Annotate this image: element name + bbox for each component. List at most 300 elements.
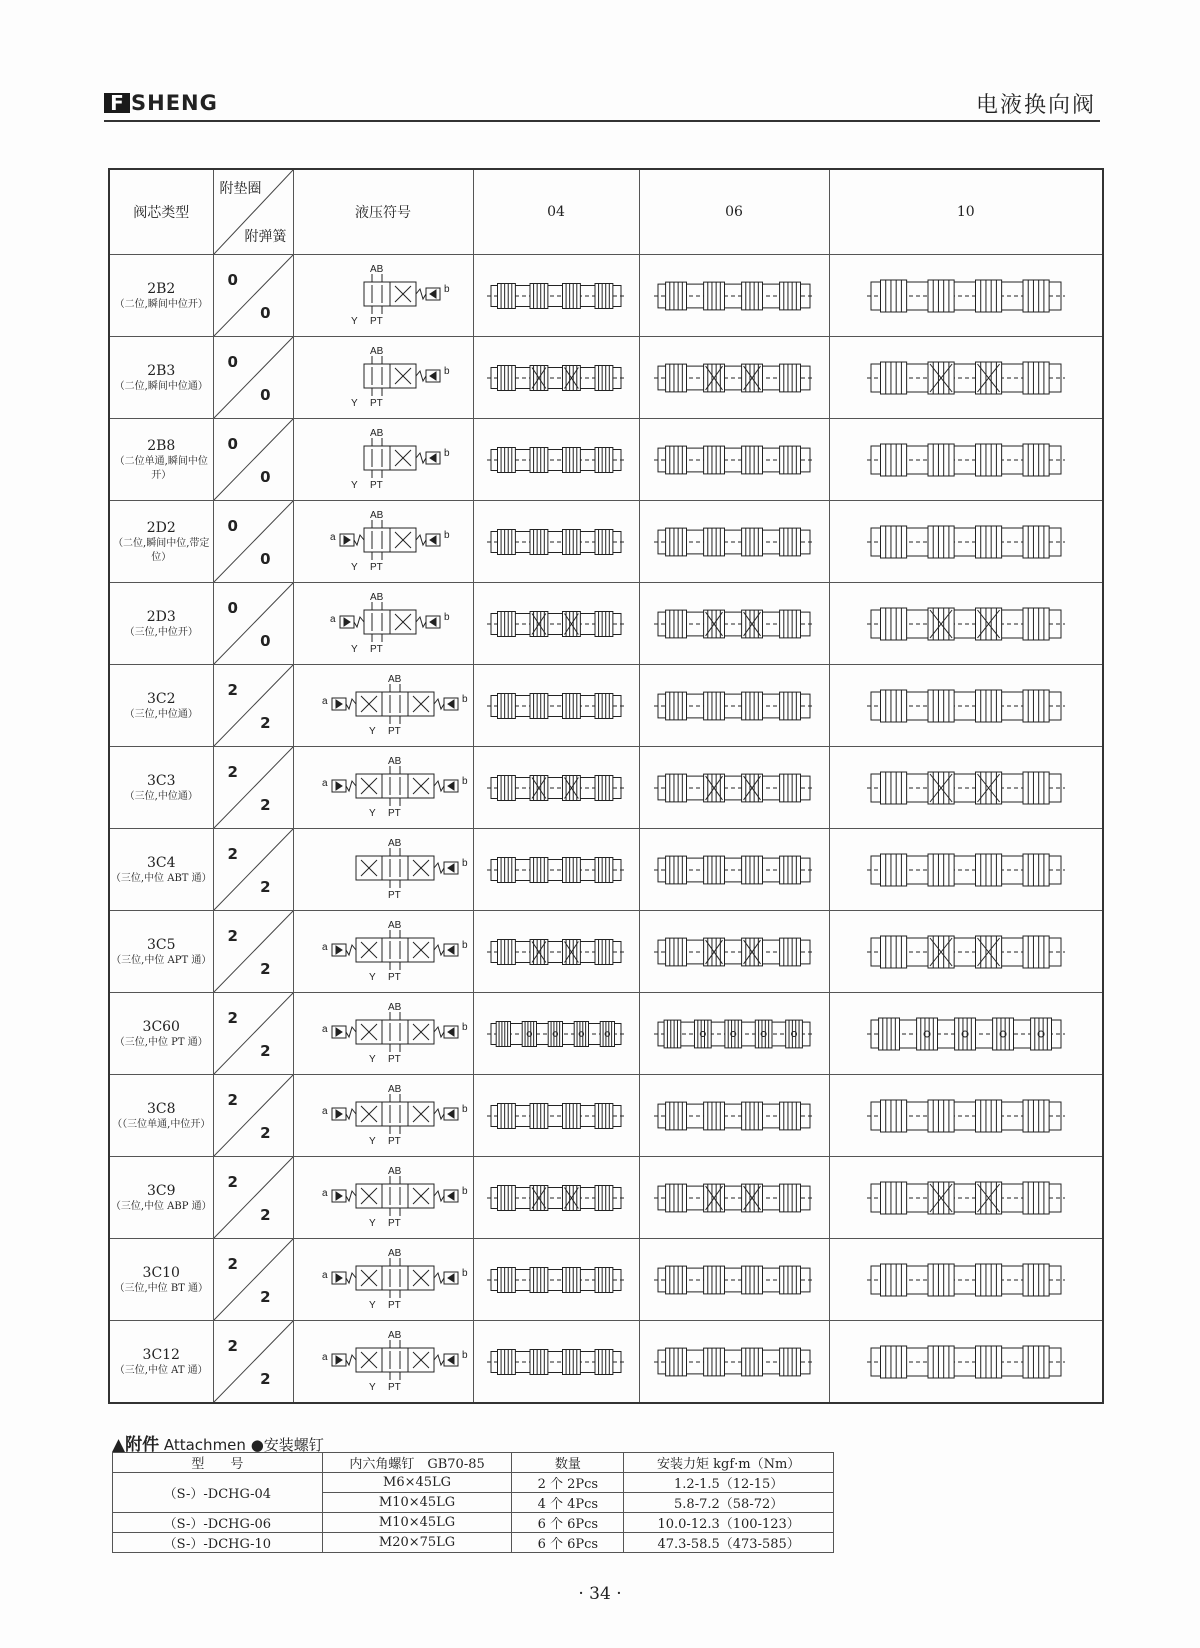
spool-04-cell — [473, 1321, 639, 1404]
port-ab-label: AB — [370, 263, 384, 275]
spool-10-drawing — [861, 1012, 1071, 1056]
washer-spring-cell — [213, 501, 293, 583]
table-row — [109, 911, 1103, 993]
hydraulic-symbol-drawing — [298, 998, 468, 1070]
port-pt-label: PT — [370, 643, 383, 655]
spool-description: （三位,中位通） — [124, 708, 198, 720]
screw-header-torque: 安装力矩 kgf·m（Nm） — [624, 1453, 834, 1473]
port-pt-label: PT — [370, 561, 383, 573]
table-header-row — [109, 169, 1103, 255]
table-row — [109, 583, 1103, 665]
spool-10-drawing — [861, 1094, 1071, 1138]
diagonal-divider — [214, 747, 293, 828]
solenoid-a-label: a — [322, 695, 328, 707]
spool-06-cell — [639, 665, 829, 747]
spool-code: 3C3 — [146, 772, 176, 789]
attachment-title: ▲附件 — [112, 1435, 160, 1455]
hydraulic-symbol-cell — [293, 255, 473, 337]
spool-10-drawing — [861, 684, 1071, 728]
table-row — [109, 1321, 1103, 1404]
drain-y-label: Y — [351, 479, 358, 491]
spool-06-drawing — [648, 1012, 820, 1056]
spool-10-cell — [829, 1239, 1103, 1321]
spool-code: 3C2 — [146, 690, 176, 707]
spool-06-cell — [639, 747, 829, 829]
hydraulic-symbol-drawing — [298, 260, 468, 332]
spring-count: 2 — [260, 796, 271, 814]
washer-count: 2 — [227, 1173, 238, 1191]
spool-description: （三位,中位 ABP 通） — [110, 1200, 212, 1212]
screw-table-header — [113, 1453, 834, 1473]
port-pt-label: PT — [388, 807, 401, 819]
table-row — [109, 1075, 1103, 1157]
spool-10-cell — [829, 1075, 1103, 1157]
hydraulic-symbol-drawing — [298, 424, 468, 496]
hydraulic-symbol-cell — [293, 583, 473, 665]
hydraulic-symbol-cell — [293, 501, 473, 583]
table-row — [109, 1239, 1103, 1321]
screw-torque: 47.3-58.5（473-585） — [624, 1533, 834, 1553]
spool-04-drawing — [481, 1340, 631, 1384]
spool-description: （三位,中位 PT 通） — [114, 1036, 208, 1048]
spool-06-cell — [639, 911, 829, 993]
spool-type-cell — [109, 1321, 213, 1404]
hydraulic-symbol-drawing — [298, 1162, 468, 1234]
diagonal-divider — [214, 829, 293, 910]
spool-06-cell — [639, 829, 829, 911]
spool-06-drawing — [648, 1176, 820, 1220]
attachment-title-en: Attachmen — [163, 1436, 246, 1454]
table-row — [109, 1157, 1103, 1239]
washer-count: 2 — [227, 1091, 238, 1109]
table-row — [113, 1533, 834, 1553]
diagonal-divider — [214, 419, 293, 500]
spool-06-cell — [639, 255, 829, 337]
washer-spring-cell — [213, 665, 293, 747]
solenoid-a-label: a — [322, 1351, 328, 1363]
spool-06-cell — [639, 993, 829, 1075]
port-pt-label: PT — [388, 1381, 401, 1393]
spool-04-cell — [473, 747, 639, 829]
header-spring: 附弹簧 — [244, 229, 287, 245]
hydraulic-symbol-cell — [293, 337, 473, 419]
spring-count: 2 — [260, 1124, 271, 1142]
spool-04-cell — [473, 829, 639, 911]
washer-spring-cell — [213, 337, 293, 419]
washer-spring-cell — [213, 829, 293, 911]
screw-size: M10×45LG — [322, 1493, 512, 1513]
spring-count: 0 — [260, 386, 271, 404]
washer-spring-cell — [213, 747, 293, 829]
diagonal-divider — [214, 1157, 293, 1238]
solenoid-a-label: a — [322, 1105, 328, 1117]
table-row — [109, 993, 1103, 1075]
spool-code: 3C9 — [146, 1182, 176, 1199]
port-ab-label: AB — [388, 1001, 402, 1013]
spool-type-cell — [109, 337, 213, 419]
port-pt-label: PT — [388, 1299, 401, 1311]
washer-count: 2 — [227, 1255, 238, 1273]
spool-rows — [109, 255, 1103, 1404]
port-pt-label: PT — [370, 397, 383, 409]
solenoid-b-label: b — [462, 1103, 468, 1115]
spool-code: 2B3 — [147, 362, 176, 379]
washer-spring-cell — [213, 1157, 293, 1239]
spool-06-drawing — [648, 930, 820, 974]
diagonal-divider — [214, 665, 293, 746]
hydraulic-symbol-drawing — [298, 752, 468, 824]
spool-description: （二位单通,瞬间中位开） — [114, 455, 208, 481]
spool-10-cell — [829, 993, 1103, 1075]
spool-10-cell — [829, 911, 1103, 993]
washer-spring-cell — [213, 1075, 293, 1157]
solenoid-b-label: b — [444, 365, 450, 377]
hydraulic-symbol-drawing — [298, 1244, 468, 1316]
spool-06-drawing — [648, 1258, 820, 1302]
solenoid-b-label: b — [444, 283, 450, 295]
spool-04-drawing — [481, 602, 631, 646]
hydraulic-symbol-drawing — [298, 342, 468, 414]
spool-description: （三位,中位通） — [124, 790, 198, 802]
washer-count: 0 — [227, 517, 238, 535]
spring-count: 2 — [260, 714, 271, 732]
spool-04-drawing — [481, 1176, 631, 1220]
spool-04-drawing — [481, 520, 631, 564]
spool-description: （三位,中位开） — [124, 626, 198, 638]
washer-count: 2 — [227, 763, 238, 781]
table-row — [113, 1473, 834, 1493]
drain-y-label: Y — [369, 807, 376, 819]
screw-header-screw: 内六角螺钉 GB70-85 — [322, 1453, 512, 1473]
spool-type-cell — [109, 501, 213, 583]
spool-06-drawing — [648, 438, 820, 482]
port-ab-label: AB — [370, 345, 384, 357]
hydraulic-symbol-cell — [293, 419, 473, 501]
solenoid-b-label: b — [462, 939, 468, 951]
spool-description: （三位,中位 APT 通） — [111, 954, 212, 966]
spool-code: 3C12 — [142, 1346, 180, 1363]
spool-06-cell — [639, 1321, 829, 1404]
spool-10-cell — [829, 1157, 1103, 1239]
screw-table — [112, 1452, 834, 1553]
washer-count: 0 — [227, 353, 238, 371]
washer-spring-cell — [213, 255, 293, 337]
table-row — [109, 747, 1103, 829]
drain-y-label: Y — [369, 971, 376, 983]
screw-qty: 2 个 2Pcs — [512, 1473, 624, 1493]
spool-10-drawing — [861, 438, 1071, 482]
hydraulic-symbol-cell — [293, 911, 473, 993]
spool-04-drawing — [481, 1094, 631, 1138]
table-row — [109, 337, 1103, 419]
spool-04-drawing — [481, 438, 631, 482]
spool-06-drawing — [648, 602, 820, 646]
spool-10-cell — [829, 747, 1103, 829]
port-pt-label: PT — [388, 1053, 401, 1065]
spool-10-drawing — [861, 848, 1071, 892]
screw-torque: 5.8-7.2（58-72） — [624, 1493, 834, 1513]
spool-04-cell — [473, 583, 639, 665]
header-size-04: 04 — [473, 169, 639, 255]
spool-10-cell — [829, 337, 1103, 419]
spool-code: 3C60 — [142, 1018, 180, 1035]
spool-06-cell — [639, 1075, 829, 1157]
spring-count: 0 — [260, 550, 271, 568]
hydraulic-symbol-drawing — [298, 670, 468, 742]
spool-10-drawing — [861, 356, 1071, 400]
page-number: · 34 · — [578, 1584, 622, 1604]
spring-count: 2 — [260, 1206, 271, 1224]
spool-10-cell — [829, 255, 1103, 337]
spool-06-drawing — [648, 766, 820, 810]
spool-type-cell — [109, 1075, 213, 1157]
washer-count: 0 — [227, 271, 238, 289]
solenoid-b-label: b — [462, 1185, 468, 1197]
spool-04-cell — [473, 419, 639, 501]
spool-06-cell — [639, 583, 829, 665]
solenoid-a-label: a — [322, 1269, 328, 1281]
washer-spring-cell — [213, 911, 293, 993]
logo-mark: F — [104, 93, 130, 113]
drain-y-label: Y — [369, 1381, 376, 1393]
port-ab-label: AB — [388, 1329, 402, 1341]
solenoid-a-label: a — [322, 1187, 328, 1199]
diagonal-divider — [214, 1321, 293, 1402]
screw-size: M20×75LG — [322, 1533, 512, 1553]
diagonal-divider — [214, 911, 293, 992]
page-title: 电液换向阀 — [975, 93, 1096, 118]
spool-04-drawing — [481, 274, 631, 318]
hydraulic-symbol-drawing — [298, 588, 468, 660]
washer-count: 2 — [227, 1337, 238, 1355]
spool-04-cell — [473, 1157, 639, 1239]
spool-06-drawing — [648, 848, 820, 892]
spool-10-cell — [829, 829, 1103, 911]
spring-count: 2 — [260, 1370, 271, 1388]
spool-04-drawing — [481, 1012, 631, 1056]
header-spool-type: 阀芯类型 — [109, 169, 213, 255]
spool-type-cell — [109, 911, 213, 993]
spool-description: （二位,瞬间中位通） — [114, 380, 208, 392]
hydraulic-symbol-cell — [293, 993, 473, 1075]
spool-type-cell — [109, 1239, 213, 1321]
solenoid-a-label: a — [330, 531, 336, 543]
hydraulic-symbol-cell — [293, 747, 473, 829]
spool-10-cell — [829, 419, 1103, 501]
spool-06-cell — [639, 419, 829, 501]
spool-type-cell — [109, 419, 213, 501]
spool-description: （三位,中位 BT 通） — [114, 1282, 209, 1294]
spool-04-drawing — [481, 848, 631, 892]
spool-type-cell — [109, 583, 213, 665]
spring-count: 0 — [260, 632, 271, 650]
spool-04-drawing — [481, 356, 631, 400]
screw-model: （S-）-DCHG-06 — [113, 1513, 323, 1533]
screw-torque: 1.2-1.5（12-15） — [624, 1473, 834, 1493]
spool-type-cell — [109, 665, 213, 747]
solenoid-b-label: b — [444, 529, 450, 541]
spool-10-drawing — [861, 274, 1071, 318]
port-ab-label: AB — [388, 1247, 402, 1259]
washer-count: 2 — [227, 1009, 238, 1027]
spring-count: 2 — [260, 878, 271, 896]
diagonal-divider — [214, 1075, 293, 1156]
solenoid-a-label: a — [322, 777, 328, 789]
solenoid-b-label: b — [444, 447, 450, 459]
spool-10-cell — [829, 665, 1103, 747]
spool-type-table — [108, 168, 1104, 1404]
washer-spring-cell — [213, 419, 293, 501]
diagonal-divider — [214, 993, 293, 1074]
spool-10-drawing — [861, 766, 1071, 810]
spring-count: 2 — [260, 960, 271, 978]
drain-y-label: Y — [351, 561, 358, 573]
port-ab-label: AB — [388, 837, 402, 849]
spool-04-drawing — [481, 684, 631, 728]
spool-06-drawing — [648, 684, 820, 728]
spool-10-cell — [829, 1321, 1103, 1404]
hydraulic-symbol-cell — [293, 829, 473, 911]
spool-description: （三位,中位 ABT 通） — [110, 872, 212, 884]
spool-04-drawing — [481, 930, 631, 974]
table-row — [113, 1513, 834, 1533]
header-symbol: 液压符号 — [293, 169, 473, 255]
screw-size: M6×45LG — [322, 1473, 512, 1493]
spool-type-cell — [109, 829, 213, 911]
washer-count: 2 — [227, 681, 238, 699]
solenoid-a-label: a — [330, 613, 336, 625]
spring-count: 2 — [260, 1288, 271, 1306]
drain-y-label: Y — [369, 725, 376, 737]
spool-code: 3C10 — [142, 1264, 180, 1281]
port-pt-label: PT — [388, 1217, 401, 1229]
screw-model: （S-）-DCHG-10 — [113, 1533, 323, 1553]
spool-10-cell — [829, 501, 1103, 583]
spool-type-cell — [109, 747, 213, 829]
diagonal-divider — [214, 255, 293, 336]
solenoid-b-label: b — [462, 693, 468, 705]
spool-06-cell — [639, 337, 829, 419]
screw-qty: 4 个 4Pcs — [512, 1493, 624, 1513]
port-pt-label: PT — [370, 479, 383, 491]
washer-spring-cell — [213, 1321, 293, 1404]
hydraulic-symbol-cell — [293, 665, 473, 747]
spool-04-cell — [473, 337, 639, 419]
drain-y-label: Y — [369, 1299, 376, 1311]
spool-10-drawing — [861, 1258, 1071, 1302]
spool-code: 2B8 — [147, 437, 176, 454]
spool-06-drawing — [648, 520, 820, 564]
port-ab-label: AB — [370, 591, 384, 603]
spool-06-cell — [639, 501, 829, 583]
spool-10-drawing — [861, 602, 1071, 646]
spool-description: （（三位单通,中位开） — [112, 1118, 211, 1130]
spool-type-cell — [109, 1157, 213, 1239]
port-ab-label: AB — [388, 1083, 402, 1095]
screw-torque: 10.0-12.3（100-123） — [624, 1513, 834, 1533]
spool-description: （二位,瞬间中位开） — [114, 298, 208, 310]
spool-code: 2D2 — [146, 519, 176, 536]
port-ab-label: AB — [388, 919, 402, 931]
page-header — [104, 86, 1100, 122]
diagonal-divider — [214, 337, 293, 418]
header-washer-spring — [213, 169, 293, 255]
spool-10-drawing — [861, 930, 1071, 974]
spool-description: （三位,中位 AT 通） — [114, 1364, 208, 1376]
hydraulic-symbol-drawing — [298, 916, 468, 988]
spool-04-drawing — [481, 766, 631, 810]
table-row — [109, 255, 1103, 337]
spool-04-cell — [473, 993, 639, 1075]
port-ab-label: AB — [370, 427, 384, 439]
spool-06-drawing — [648, 356, 820, 400]
spring-count: 0 — [260, 468, 271, 486]
screw-header-qty: 数量 — [512, 1453, 624, 1473]
solenoid-b-label: b — [462, 775, 468, 787]
table-row — [109, 665, 1103, 747]
header-size-06: 06 — [639, 169, 829, 255]
screw-header-model: 型 号 — [113, 1453, 323, 1473]
hydraulic-symbol-cell — [293, 1239, 473, 1321]
drain-y-label: Y — [369, 1053, 376, 1065]
spool-04-cell — [473, 501, 639, 583]
spool-06-cell — [639, 1239, 829, 1321]
drain-y-label: Y — [369, 1217, 376, 1229]
hydraulic-symbol-drawing — [298, 1326, 468, 1398]
table-row — [109, 501, 1103, 583]
hydraulic-symbol-drawing — [298, 1080, 468, 1152]
spool-10-cell — [829, 583, 1103, 665]
spool-06-cell — [639, 1157, 829, 1239]
port-ab-label: AB — [388, 755, 402, 767]
spool-code: 3C8 — [146, 1100, 176, 1117]
screw-qty: 6 个 6Pcs — [512, 1513, 624, 1533]
port-pt-label: PT — [388, 971, 401, 983]
spool-10-drawing — [861, 520, 1071, 564]
drain-y-label: Y — [369, 1135, 376, 1147]
diagonal-divider — [214, 501, 293, 582]
spring-count: 2 — [260, 1042, 271, 1060]
washer-count: 0 — [227, 435, 238, 453]
brand-logo — [104, 90, 218, 116]
spool-04-cell — [473, 665, 639, 747]
spool-10-drawing — [861, 1176, 1071, 1220]
spool-06-drawing — [648, 1094, 820, 1138]
hydraulic-symbol-cell — [293, 1075, 473, 1157]
spool-type-cell — [109, 993, 213, 1075]
hydraulic-symbol-cell — [293, 1321, 473, 1404]
port-pt-label: PT — [388, 725, 401, 737]
spool-code: 3C5 — [146, 936, 176, 953]
spool-type-cell — [109, 255, 213, 337]
spool-description: （二位,瞬间中位,带定位） — [113, 537, 210, 563]
hydraulic-symbol-drawing — [298, 834, 468, 906]
solenoid-b-label: b — [462, 1267, 468, 1279]
solenoid-a-label: a — [322, 1023, 328, 1035]
header-size-10: 10 — [829, 169, 1103, 255]
washer-count: 0 — [227, 599, 238, 617]
screw-size: M10×45LG — [322, 1513, 512, 1533]
hydraulic-symbol-cell — [293, 1157, 473, 1239]
table-row — [109, 419, 1103, 501]
washer-count: 2 — [227, 927, 238, 945]
spring-count: 0 — [260, 304, 271, 322]
port-ab-label: AB — [370, 509, 384, 521]
spool-code: 2B2 — [147, 280, 176, 297]
diagonal-divider — [214, 1239, 293, 1320]
port-pt-label: PT — [388, 889, 401, 901]
screw-model: （S-）-DCHG-04 — [113, 1473, 323, 1513]
